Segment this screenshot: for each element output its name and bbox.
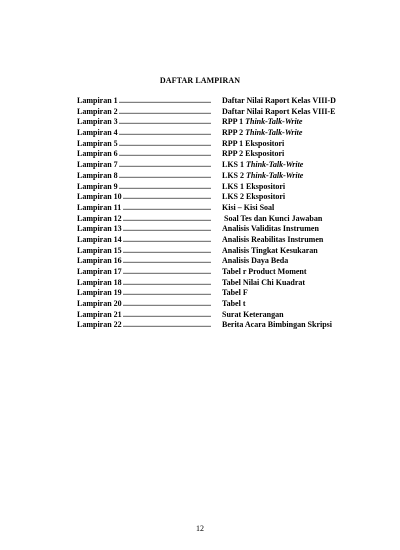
- appendix-label: Lampiran 6: [77, 149, 118, 159]
- dot-leader: ............................................: [123, 213, 211, 223]
- list-item: [77, 320, 367, 331]
- dot-leader: ............................................: [123, 299, 211, 309]
- dot-leader: ............................................: [123, 202, 211, 212]
- appendix-title: RPP 1 Ekspositori: [222, 138, 285, 148]
- list-item: [77, 235, 367, 246]
- dot-leader: ..............................................: [119, 96, 211, 105]
- appendix-title: Tabel Nilai Chi Kuadrat: [222, 277, 306, 287]
- appendix-title-emphasis: Think-Talk-Write: [246, 160, 304, 170]
- list-item: [77, 278, 367, 289]
- dot-leader: ..............................................: [119, 149, 211, 159]
- appendix-title: Kisi – Kisi Soal: [222, 202, 275, 212]
- dot-leader: ............................................: [123, 288, 211, 298]
- list-item: [77, 96, 367, 107]
- appendix-title: RPP 2 Ekspositori: [222, 149, 285, 159]
- page-number: 12: [196, 524, 204, 533]
- appendix-label: Lampiran 18: [77, 277, 122, 287]
- appendix-title: Daftar Nilai Raport Kelas VIII-D: [222, 96, 336, 105]
- appendix-label: Lampiran 17: [77, 267, 122, 276]
- dot-leader: ..............................................: [119, 181, 211, 191]
- appendix-title: Berita Acara Bimbingan Skripsi: [222, 320, 333, 330]
- appendix-title-emphasis: Think-Talk-Write: [245, 117, 303, 127]
- appendix-title: Analisis Daya Beda: [222, 256, 289, 266]
- dot-leader: ............................................: [123, 309, 211, 319]
- appendix-label: Lampiran 1: [77, 96, 118, 105]
- list-item: [77, 299, 367, 310]
- appendix-title-prefix: RPP 1: [222, 117, 246, 127]
- appendix-title: Daftar Nilai Raport Kelas VIII-E: [222, 106, 336, 116]
- dot-leader: ............................................: [123, 320, 211, 330]
- dot-leader: ............................................: [123, 256, 211, 266]
- appendix-title: LKS 2 Ekspositori: [222, 192, 286, 202]
- appendix-title: Tabel r Product Moment: [222, 267, 307, 276]
- appendix-label: Lampiran 5: [77, 138, 118, 148]
- dot-leader: ..............................................: [119, 170, 211, 180]
- dot-leader: ..............................................: [119, 117, 211, 127]
- dot-leader: ............................................: [123, 245, 211, 255]
- appendix-label: Lampiran 8: [77, 170, 118, 180]
- appendix-title: LKS 1 Ekspositori: [222, 181, 286, 191]
- appendix-title: Analisis Reabilitas Instrumen: [222, 234, 324, 244]
- dot-leader: ..............................................: [119, 128, 211, 138]
- appendix-label: Lampiran 13: [77, 224, 122, 234]
- appendix-label: Lampiran 16: [77, 256, 122, 266]
- list-item: [77, 117, 367, 128]
- list-item: [77, 192, 367, 203]
- appendix-title: Analisis Validitas Instrumen: [222, 224, 319, 234]
- appendix-title-prefix: RPP 2: [222, 128, 246, 138]
- dot-leader: ............................................: [123, 234, 211, 244]
- appendix-label: Lampiran 20: [77, 299, 122, 309]
- appendix-title: [222, 171, 303, 182]
- appendix-label: Lampiran 3: [77, 117, 118, 127]
- appendix-label: Lampiran 9: [77, 181, 118, 191]
- appendix-title-prefix: LKS 2: [222, 170, 247, 180]
- appendix-label: Lampiran 12: [77, 213, 122, 223]
- appendix-title: [222, 128, 302, 139]
- appendix-title: Surat Keterangan: [222, 309, 284, 319]
- dot-leader: ............................................: [123, 224, 211, 234]
- list-item: [77, 182, 367, 193]
- appendix-title-emphasis: Think-Talk-Write: [246, 170, 304, 180]
- appendix-label: Lampiran 7: [77, 160, 118, 170]
- list-item: [77, 267, 367, 278]
- dot-leader: ............................................: [123, 277, 211, 287]
- list-item: [77, 288, 367, 299]
- list-item: [77, 214, 367, 225]
- list-item: [77, 171, 367, 182]
- appendix-label: Lampiran 15: [77, 245, 122, 255]
- appendix-title: [222, 160, 303, 171]
- list-item: [77, 128, 367, 139]
- list-item: [77, 224, 367, 235]
- appendix-label: Lampiran 10: [77, 192, 122, 202]
- list-item: [77, 246, 367, 257]
- appendix-title-emphasis: Think-Talk-Write: [245, 128, 303, 138]
- list-item: [77, 310, 367, 321]
- appendix-list: [77, 96, 367, 331]
- dot-leader: ..............................................: [119, 106, 211, 116]
- dot-leader: ..............................................: [119, 138, 211, 148]
- dot-leader: ............................................: [123, 192, 211, 202]
- appendix-title: Tabel t: [222, 299, 246, 309]
- list-item: [77, 203, 367, 214]
- list-item: [77, 149, 367, 160]
- page-title: DAFTAR LAMPIRAN: [159, 76, 241, 85]
- appendix-label: Lampiran 4: [77, 128, 118, 138]
- list-item: [77, 256, 367, 267]
- appendix-label: Lampiran 14: [77, 234, 122, 244]
- appendix-label: Lampiran 22: [77, 320, 122, 330]
- appendix-label: Lampiran 11: [77, 202, 122, 212]
- appendix-title: [222, 117, 302, 128]
- appendix-title: Tabel F: [222, 288, 248, 298]
- list-item: [77, 160, 367, 171]
- appendix-label: Lampiran 21: [77, 309, 122, 319]
- appendix-label: Lampiran 19: [77, 288, 122, 298]
- dot-leader: ............................................: [123, 267, 211, 276]
- list-item: [77, 139, 367, 150]
- list-item: [77, 107, 367, 118]
- appendix-title-prefix: LKS 1: [222, 160, 247, 170]
- appendix-title: Analisis Tingkat Kesukaran: [222, 245, 318, 255]
- dot-leader: ..............................................: [119, 160, 211, 170]
- appendix-title: Soal Tes dan Kunci Jawaban: [222, 213, 323, 223]
- appendix-label: Lampiran 2: [77, 106, 118, 116]
